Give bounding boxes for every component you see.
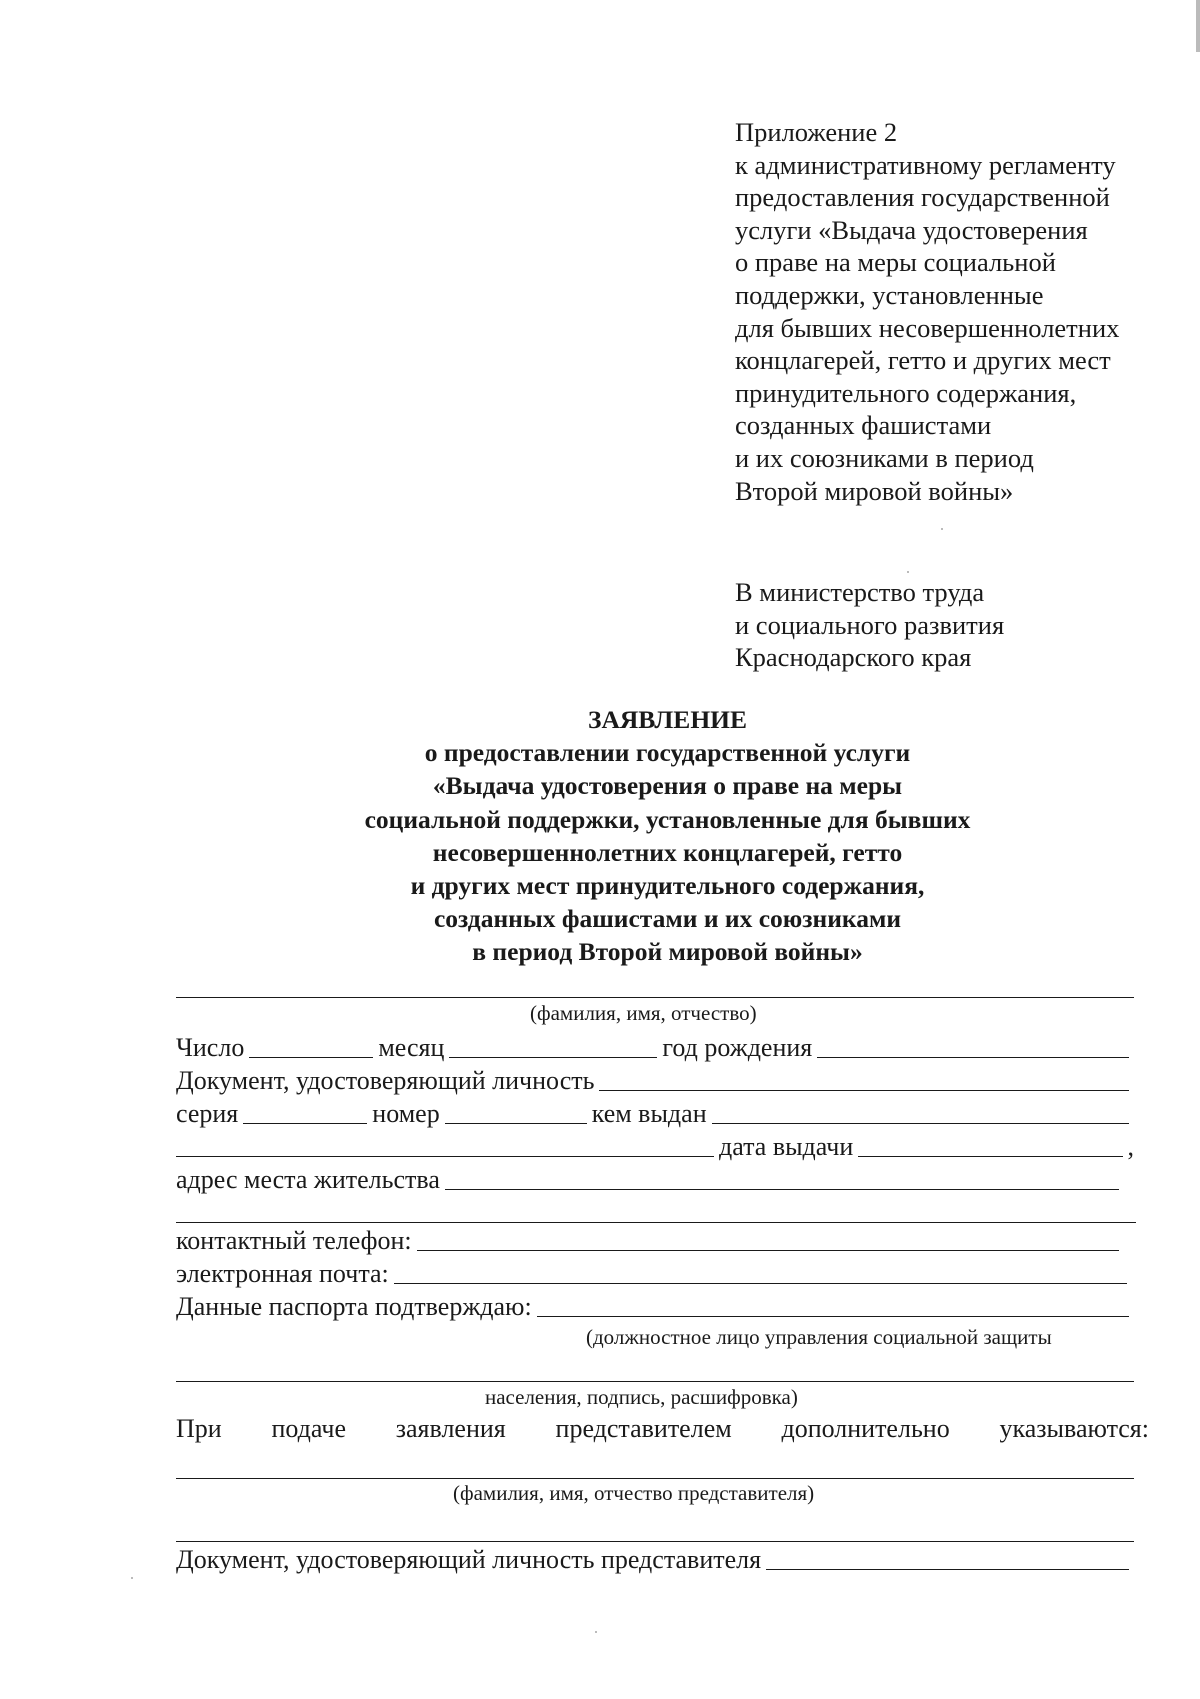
id-document-field-line[interactable] — [599, 1090, 1129, 1091]
appendix-line: для бывших несовершеннолетних — [735, 312, 1120, 343]
representative-caption: (фамилия, имя, отчество представителя) — [453, 1481, 815, 1505]
appendix-line: предоставления государственной — [735, 182, 1110, 213]
series-field-line[interactable] — [243, 1123, 367, 1124]
id-document-row — [176, 1064, 1134, 1096]
representative-word: указываются: — [999, 1414, 1149, 1443]
issue-date-label: дата выдачи — [719, 1132, 854, 1161]
address-field-line[interactable] — [445, 1189, 1119, 1190]
representative-word: дополнительно — [781, 1414, 950, 1443]
title-line: созданных фашистами и их союзниками — [433, 904, 902, 934]
appendix-line: концлагерей, гетто и других мест — [735, 345, 1111, 376]
issued-by-field-line[interactable] — [712, 1123, 1129, 1124]
phone-field-line[interactable] — [417, 1250, 1119, 1251]
issue-date-row — [176, 1130, 1134, 1162]
title-line: несовершеннолетних концлагерей, гетто — [432, 837, 903, 867]
month-field-line[interactable] — [449, 1057, 657, 1058]
representative-name-line[interactable] — [176, 1478, 1134, 1479]
scan-dot — [595, 1631, 597, 1633]
appendix-line: созданных фашистами — [735, 410, 992, 441]
rep-document-field-line[interactable] — [766, 1569, 1129, 1570]
scan-dot — [131, 1577, 133, 1579]
representative-word: представителем — [555, 1414, 732, 1443]
representative-note — [176, 1414, 1149, 1444]
passport-confirm-row — [176, 1290, 1134, 1322]
address-continuation-line[interactable] — [176, 1222, 1136, 1223]
day-label: Число — [176, 1033, 245, 1062]
scan-dot — [941, 528, 943, 530]
passport-confirm-label: Данные паспорта подтверждаю: — [176, 1292, 532, 1321]
issued-by-continuation-line[interactable] — [176, 1156, 714, 1157]
appendix-line: к административному регламенту — [735, 149, 1116, 180]
issued-by-label: кем выдан — [591, 1099, 707, 1128]
series-label: серия — [176, 1099, 239, 1128]
number-field-line[interactable] — [445, 1123, 587, 1124]
address-label: адрес места жительства — [176, 1165, 440, 1194]
issue-date-comma: , — [1127, 1132, 1134, 1161]
birth-date-row — [176, 1031, 1134, 1063]
title-line: о предоставлении государственной услуги — [424, 738, 911, 768]
email-row — [176, 1257, 1132, 1289]
representative-word: заявления — [395, 1414, 506, 1443]
email-label: электронная почта: — [176, 1259, 389, 1288]
month-label: месяц — [378, 1033, 445, 1062]
title-line: социальной поддержки, установленные для бывших — [364, 804, 971, 834]
appendix-block — [735, 116, 1119, 507]
recipient-line: Краснодарского края — [735, 642, 972, 673]
appendix-line: о праве на меры социальной — [735, 247, 1056, 278]
id-document-label: Документ, удостоверяющий личность — [176, 1066, 595, 1095]
recipient-line: В министерство труда — [735, 577, 985, 607]
official-caption-line-1: (должностное лицо управления социальной защиты — [586, 1325, 1052, 1349]
email-field-line[interactable] — [394, 1283, 1127, 1284]
scan-dot — [907, 571, 909, 573]
appendix-line: поддержки, установленные — [735, 279, 1044, 310]
passport-details-row — [176, 1097, 1134, 1129]
official-caption-line-2: населения, подпись, расшифровка) — [485, 1385, 798, 1409]
birth-year-label: год рождения — [662, 1033, 813, 1062]
official-signature-line[interactable] — [176, 1381, 1134, 1382]
appendix-line: Приложение 2 — [735, 117, 898, 147]
day-field-line[interactable] — [249, 1057, 373, 1058]
representative-word: подаче — [271, 1414, 346, 1443]
birth-year-field-line[interactable] — [817, 1057, 1129, 1058]
title-line: и других мест принудительного содержания, — [410, 871, 925, 901]
appendix-line: Второй мировой войны» — [735, 475, 1014, 506]
issue-date-field-line[interactable] — [858, 1156, 1122, 1157]
passport-confirm-field-line[interactable] — [537, 1316, 1129, 1317]
scan-edge-mark — [1196, 0, 1200, 52]
rep-document-label: Документ, удостоверяющий личность представителя — [176, 1545, 762, 1574]
phone-label: контактный телефон: — [176, 1226, 412, 1255]
title-line: «Выдача удостоверения о праве на меры — [432, 771, 903, 801]
title-line: в период Второй мировой войны» — [472, 937, 863, 967]
recipient-block — [735, 576, 1004, 674]
appendix-line: услуги «Выдача удостоверения — [735, 214, 1088, 245]
address-row — [176, 1163, 1124, 1195]
fio-field-line[interactable] — [176, 997, 1134, 998]
rep-document-row — [176, 1543, 1134, 1575]
phone-row — [176, 1224, 1124, 1256]
appendix-line: и их союзниками в период — [735, 442, 1034, 473]
representative-extra-line[interactable] — [176, 1541, 1134, 1542]
document-heading: ЗАЯВЛЕНИЕ — [587, 705, 747, 734]
appendix-line: принудительного содержания, — [735, 377, 1077, 408]
number-label: номер — [372, 1099, 440, 1128]
document-title — [0, 703, 1200, 969]
recipient-line: и социального развития — [735, 609, 1005, 640]
representative-word: При — [176, 1414, 222, 1443]
fio-caption: (фамилия, имя, отчество) — [530, 1001, 757, 1025]
